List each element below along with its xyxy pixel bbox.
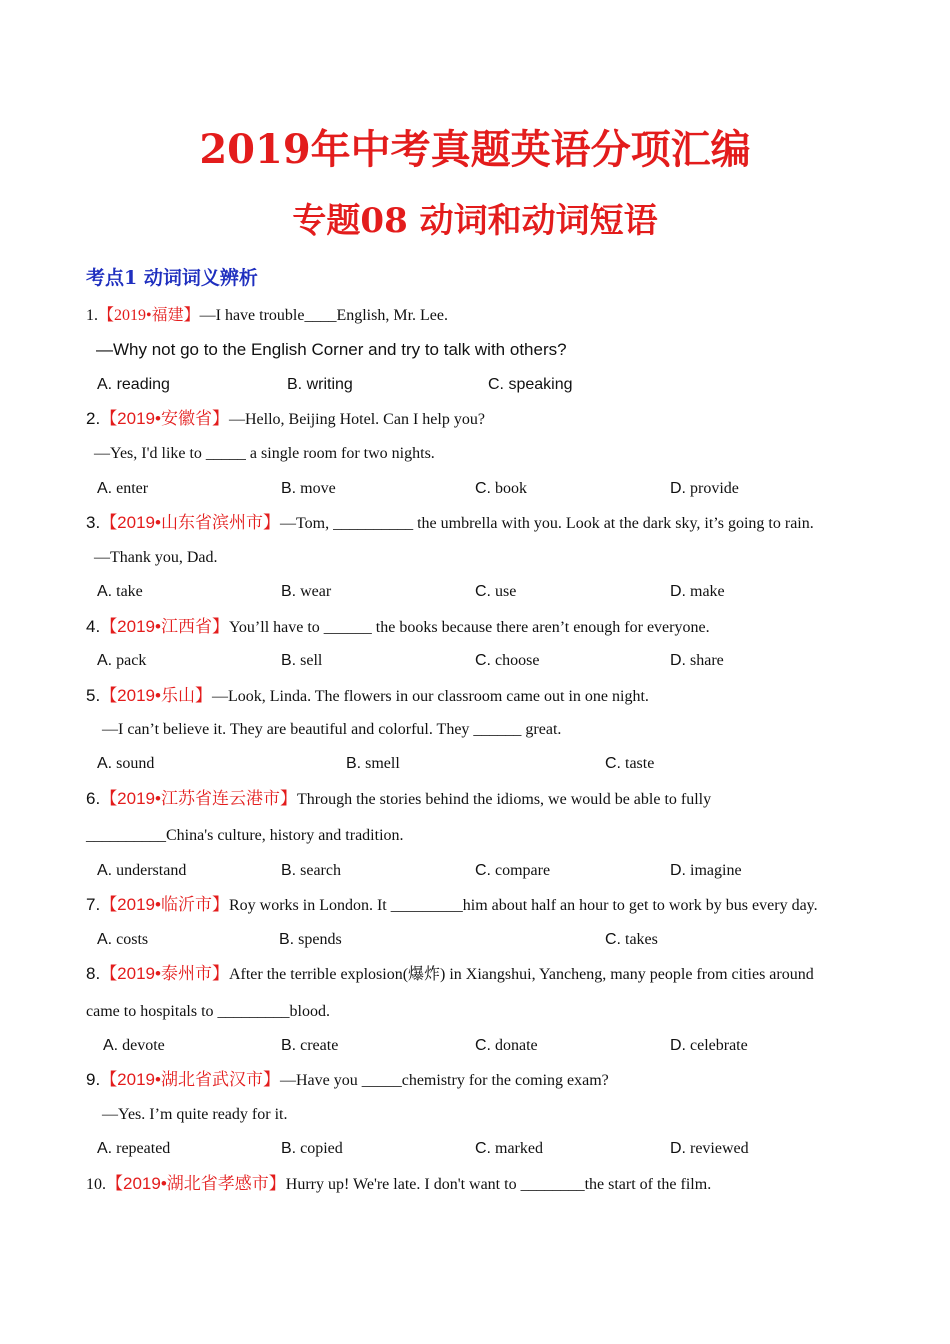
option-a: A. costs [97,931,149,948]
question-number: 4. [86,617,101,636]
option-b: B. create [281,1037,339,1054]
option-c: C. donate [475,1037,538,1054]
question-8 [86,963,814,986]
question-1 [86,305,448,327]
option-c: C. compare [475,862,551,879]
question-source: 【2019•江西省】 [100,617,229,636]
question-number: 7. [86,895,101,914]
question-3-line2: —Thank you, Dad. [94,549,218,566]
option-b: B. wear [281,583,332,600]
question-text: Roy works in London. It _________him about half an hour to get to work by bus every day. [228,897,818,914]
question-source: 【2019•泰州市】 [100,964,229,983]
question-number: 2. [86,409,101,428]
question-text: —I have trouble____English, Mr. Lee. [199,307,448,324]
question-source: 【2019•山东省滨州市】 [100,513,280,532]
question-4 [86,616,710,639]
question-number: 1. [86,307,98,324]
option-c: C. speaking [488,376,573,393]
option-a: A. reading [97,376,170,393]
option-d: D. reviewed [670,1140,749,1157]
page-subtitle: 专题08 动词和动词短语 [292,201,658,241]
option-a: A. repeated [97,1140,171,1157]
question-10 [86,1173,711,1196]
question-source: 【2019•乐山】 [100,686,212,705]
question-8-line2: came to hospitals to _________blood. [86,1003,330,1020]
question-text: Through the stories behind the idioms, we would be able to fully [296,791,712,808]
question-6-line2: __________China's culture, history and tradition. [86,827,404,844]
question-source: 【2019•湖北省武汉市】 [100,1070,280,1089]
question-text: —Tom, __________ the umbrella with you. Look at the dark sky, it’s going to rain. [279,515,814,532]
question-number: 9. [86,1070,101,1089]
option-a: A. devote [103,1037,165,1054]
question-source: 【2019•临沂市】 [100,895,229,914]
question-9-line2: —Yes. I’m quite ready for it. [102,1106,288,1123]
question-6 [86,788,711,811]
question-number: 3. [86,513,101,532]
question-text: You’ll have to ______ the books because there aren’t enough for everyone. [228,619,710,636]
question-number: 8. [86,964,101,983]
question-5 [86,685,649,708]
question-7 [86,894,818,917]
option-c: C. takes [605,931,658,948]
question-3 [86,512,814,535]
question-source: 【2019•福建】 [98,307,200,324]
option-a: A. enter [97,480,149,497]
option-d: D. celebrate [670,1037,748,1054]
option-b: B. copied [281,1140,343,1157]
question-source: 【2019•安徽省】 [100,409,229,428]
question-2-line2: —Yes, I'd like to _____ a single room for two nights. [94,445,435,462]
option-b: B. spends [279,931,342,948]
option-a: A. understand [97,862,187,879]
question-text: —Have you _____chemistry for the coming exam? [279,1072,609,1089]
option-c: C. marked [475,1140,543,1157]
section-heading: 考点1 动词词义辨析 [86,267,258,289]
question-text: —Hello, Beijing Hotel. Can I help you? [228,411,485,428]
page-title: 2019年中考真题英语分项汇编 [199,126,751,173]
option-a: A. sound [97,755,155,772]
option-c: C. taste [605,755,655,772]
option-d: D. provide [670,480,739,497]
question-9 [86,1069,609,1092]
option-c: C. book [475,480,527,497]
question-text: After the terrible explosion(爆炸) in Xiangshui, Yancheng, many people from cities around [228,966,814,983]
option-b: B. writing [287,376,353,393]
question-2 [86,408,485,431]
option-a: A. pack [97,652,147,669]
question-source: 【2019•湖北省孝感市】 [106,1174,286,1193]
question-text: Hurry up! We're late. I don't want to ________the start of the film. [285,1176,712,1193]
option-c: C. choose [475,652,540,669]
question-source: 【2019•江苏省连云港市】 [100,789,297,808]
option-b: B. move [281,480,336,497]
option-d: D. imagine [670,862,742,879]
question-number: 5. [86,686,101,705]
question-5-line2: —I can’t believe it. They are beautiful and colorful. They ______ great. [102,721,562,738]
question-1-line2: —Why not go to the English Corner and try to talk with others? [96,340,567,359]
option-b: B. sell [281,652,323,669]
question-number: 10. [86,1176,106,1193]
option-b: B. search [281,862,341,879]
option-c: C. use [475,583,517,600]
option-a: A. take [97,583,143,600]
option-d: D. share [670,652,724,669]
option-b: B. smell [346,755,400,772]
question-number: 6. [86,789,101,808]
question-text: —Look, Linda. The flowers in our classroom came out in one night. [211,688,649,705]
option-d: D. make [670,583,725,600]
